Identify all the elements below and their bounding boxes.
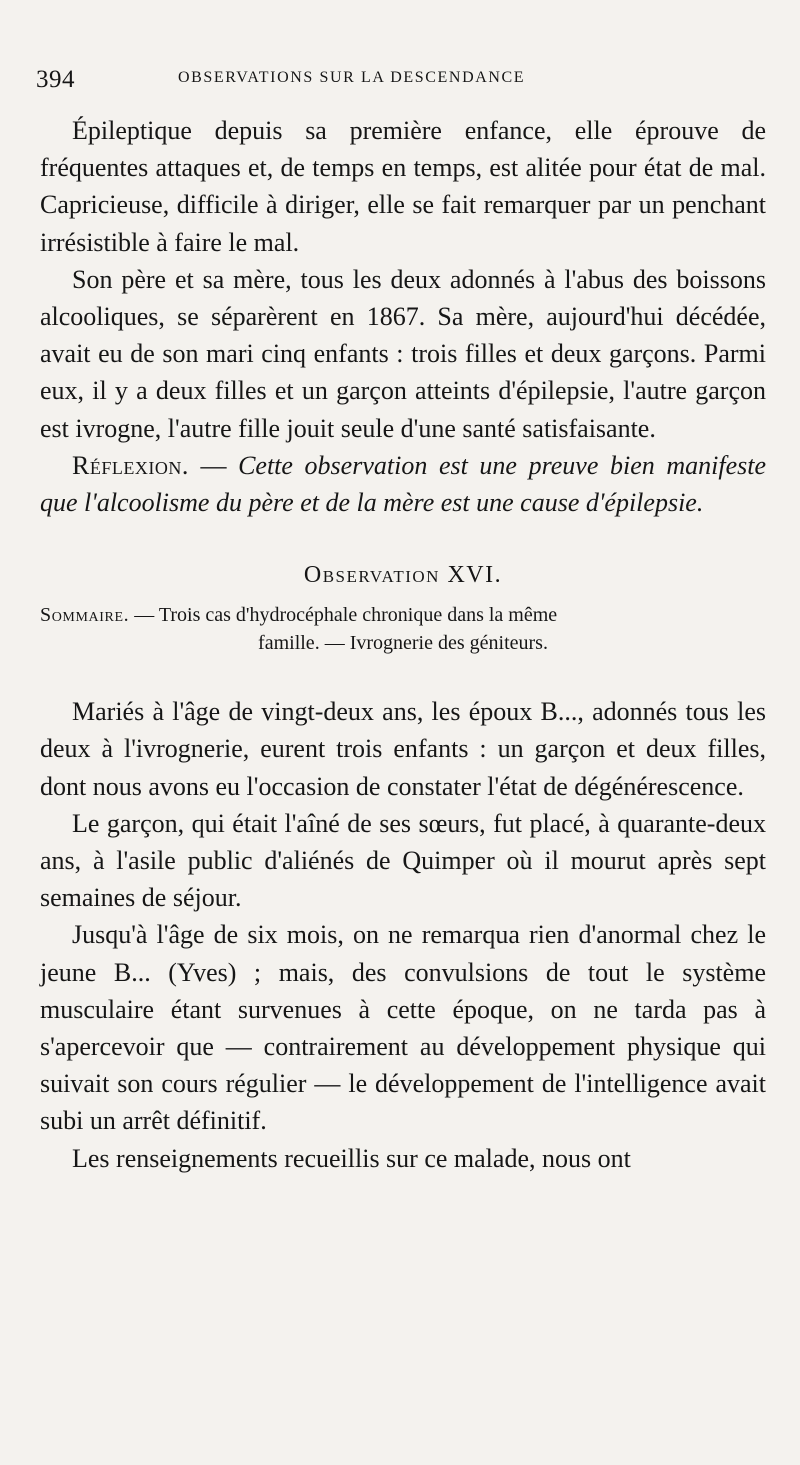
paragraph: Les renseignements recueillis sur ce malade, nous ont	[72, 1143, 631, 1173]
page-body	[40, 112, 766, 1177]
observation-title: Observation XVI.	[303, 562, 503, 589]
paragraph: Le garçon, qui était l'aîné de ses sœurs, fut placé, à quarante-deux ans, à l'asile public d'aliénés de Quimper où il mourut après sept semaines de séjour.	[40, 808, 766, 913]
sommaire-line-2: famille. — Ivrognerie des géniteurs.	[258, 632, 548, 655]
running-head: OBSERVATIONS SUR LA DESCENDANCE	[178, 69, 526, 86]
sommaire	[40, 601, 766, 657]
page-number: 394	[36, 66, 75, 93]
page-header	[36, 66, 766, 100]
paragraph: Épileptique depuis sa première enfance, elle éprouve de fréquentes attaques et, de temps en temps, est alitée pour état de mal. Capricieuse, difficile à diriger, elle se fait remarquer par un penchant irrésistible à faire le mal.	[40, 116, 766, 257]
spacer	[40, 657, 766, 693]
sommaire-line-1: — Trois cas d'hydrocéphale chronique dans la même	[129, 604, 558, 627]
reflexion-text: Cette observation est une preuve bien manifeste que l'alcoolisme du père et de la mère est une cause d'épilepsie.	[40, 450, 766, 518]
sommaire-label: Sommaire.	[40, 604, 130, 627]
paragraph: Jusqu'à l'âge de six mois, on ne remarqua rien d'anormal chez le jeune B... (Yves) ; mais, des convulsions de tout le système musculaire étant survenues à cette époque, on ne tarda pas à s'apercevoir que — contrairement au développement physique qui suivait son cours régulier — le développement de l'intelligence avait subi un arrêt définitif.	[40, 920, 766, 1136]
reflexion-paragraph	[40, 447, 766, 521]
reflexion-dash: —	[188, 450, 239, 480]
paragraph: Son père et sa mère, tous les deux adonnés à l'abus des boissons alcooliques, se séparèrent en 1867. Sa mère, aujourd'hui décédée, avait eu de son mari cinq enfants : trois filles et deux garçons. Parmi eux, il y a deux filles et un garçon atteints d'épilepsie, l'autre garçon est ivrogne, l'autre fille jouit seule d'une santé satisfaisante.	[40, 264, 766, 443]
reflexion-label: Réflexion.	[72, 450, 189, 480]
paragraph: Mariés à l'âge de vingt-deux ans, les époux B..., adonnés tous les deux à l'ivrognerie, eurent trois enfants : un garçon et deux filles, dont nous avons eu l'occasion de constater l'état de dégénérescence.	[40, 697, 766, 801]
